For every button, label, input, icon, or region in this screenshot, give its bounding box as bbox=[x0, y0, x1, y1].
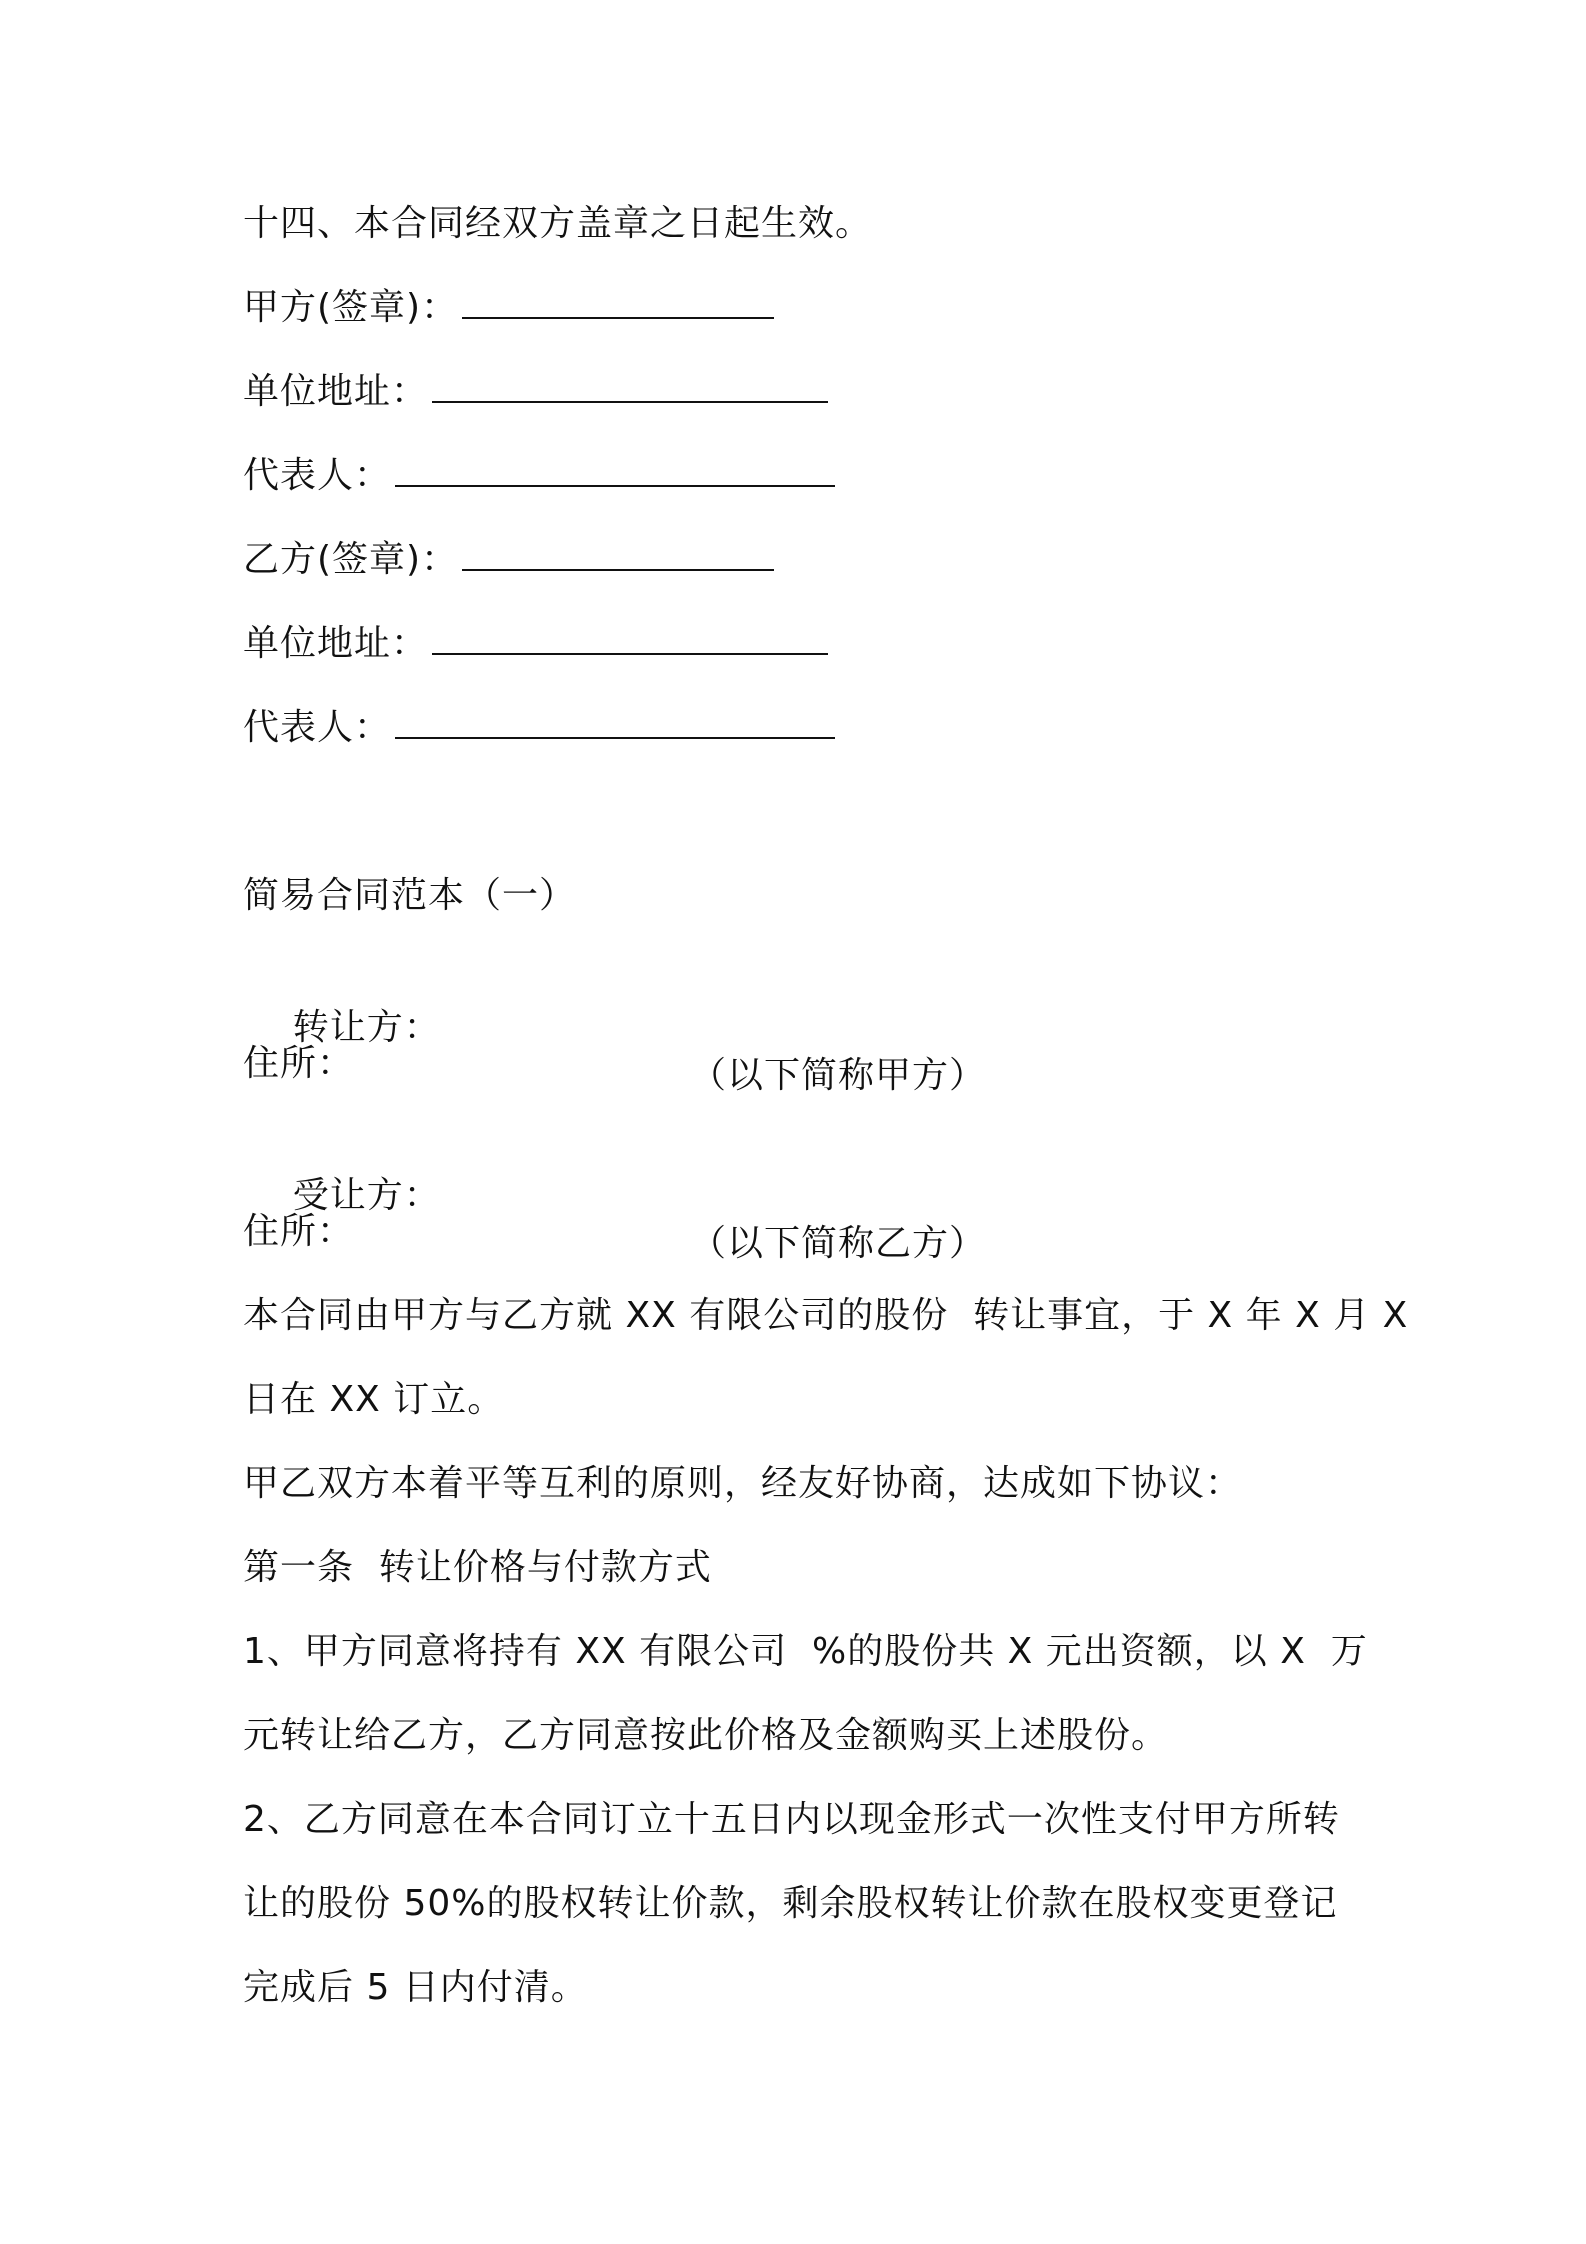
party-b-address-line bbox=[243, 620, 828, 668]
party-b-sign-label: 乙方(签章)： bbox=[243, 539, 459, 580]
party-a-rep-blank bbox=[395, 455, 835, 487]
party-a-sign-label: 甲方(签章)： bbox=[243, 287, 459, 328]
residence-1: 住所： bbox=[243, 1043, 355, 1084]
party-a-sign-blank bbox=[462, 287, 774, 319]
party-a-rep-label: 代表人： bbox=[243, 455, 392, 496]
residence-2: 住所： bbox=[243, 1211, 355, 1252]
party-b-sign-blank bbox=[462, 539, 774, 571]
item-1-line-1: 1、甲方同意将持有 XX 有限公司 %的股份共 X 元出资额，以 X 万 bbox=[243, 1631, 1368, 1672]
transferee-note: （以下简称乙方） bbox=[690, 1223, 987, 1264]
principle-line: 甲乙双方本着平等互利的原则，经友好协商，达成如下协议： bbox=[243, 1463, 1243, 1504]
item-1-line-2: 元转让给乙方，乙方同意按此价格及金额购买上述股份。 bbox=[243, 1715, 1169, 1756]
party-b-signature-line bbox=[243, 536, 774, 584]
transferor-note: （以下简称甲方） bbox=[690, 1055, 987, 1096]
item-2-line-2: 让的股份 50%的股权转让价款，剩余股权转让价款在股权变更登记 bbox=[243, 1883, 1338, 1924]
intro-line-1: 本合同由甲方与乙方就 XX 有限公司的股份 转让事宜，于 X 年 X 月 X bbox=[243, 1295, 1409, 1336]
item-2-line-1: 2、乙方同意在本合同订立十五日内以现金形式一次性支付甲方所转 bbox=[243, 1799, 1340, 1840]
party-a-rep-line bbox=[243, 452, 835, 500]
party-a-address-line bbox=[243, 368, 828, 416]
transferee-label: 受让方： bbox=[292, 1175, 441, 1216]
transferor-line bbox=[243, 956, 1143, 1148]
party-a-signature-line bbox=[243, 284, 774, 332]
party-a-address-label: 单位地址： bbox=[243, 371, 429, 412]
intro-line-2: 日在 XX 订立。 bbox=[243, 1379, 505, 1420]
clause-14: 十四、本合同经双方盖章之日起生效。 bbox=[243, 203, 873, 244]
transferee-line bbox=[243, 1124, 1143, 1316]
party-b-address-label: 单位地址： bbox=[243, 623, 429, 664]
article-1-title: 第一条 转让价格与付款方式 bbox=[243, 1547, 712, 1588]
item-2-line-3: 完成后 5 日内付清。 bbox=[243, 1967, 588, 2008]
template-title: 简易合同范本（一） bbox=[243, 875, 577, 916]
party-a-address-blank bbox=[432, 371, 828, 403]
party-b-address-blank bbox=[432, 623, 828, 655]
party-b-rep-blank bbox=[395, 707, 835, 739]
party-b-rep-line bbox=[243, 704, 835, 752]
transferor-label: 转让方： bbox=[292, 1007, 441, 1048]
party-b-rep-label: 代表人： bbox=[243, 707, 392, 748]
